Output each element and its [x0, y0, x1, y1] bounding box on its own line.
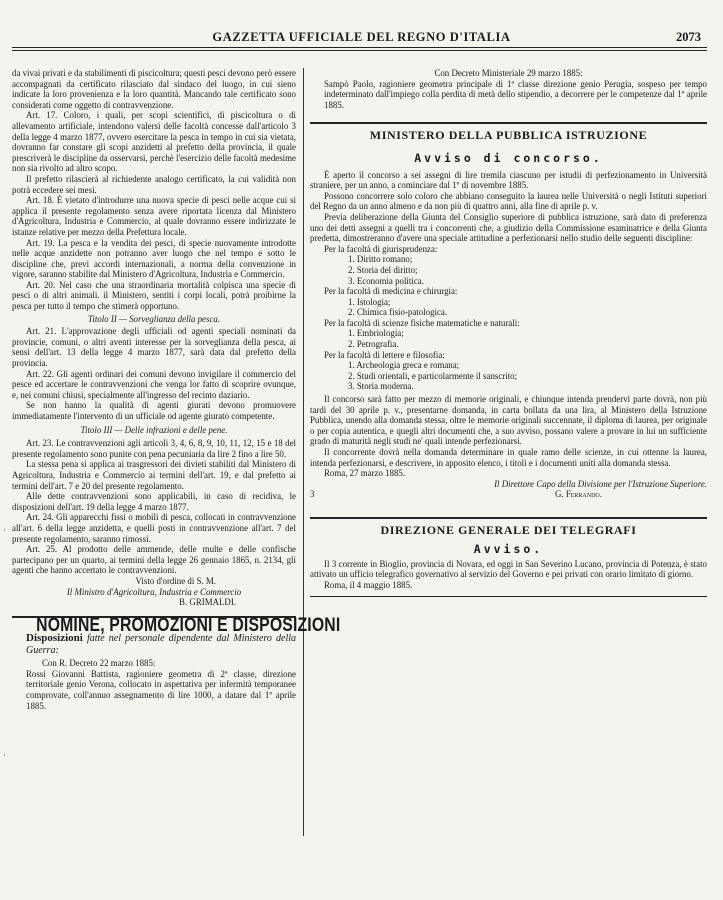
paragraph: Art. 22. Gli agenti ordinari dei comuni devono invigilare il commercio del pesce ed accertare le contravvenzioni che venga lor fatto di scoprire ovunque, e, nei comuni chiusi, specialmente all'ingresso del recinto daziario. — [12, 368, 296, 400]
rossi-entry: Rossi Giovanni Battista, ragioniere geometra di 2ª classe, direzione territoriale genio Verona, collocato in aspettativa per infermità temporanee comprovate, coll'annuo assegnamento di lire 1000, a datare dal 1º aprile 1885. — [26, 668, 296, 711]
titolo-3-heading: Titolo III — Delle infrazioni e delle pene. — [80, 424, 228, 435]
margin-mark: · — [3, 525, 6, 535]
disposizioni-bold: Disposizioni — [26, 632, 83, 645]
ministero-heading: MINISTERO DELLA PUBBLICA ISTRUZIONE — [369, 128, 648, 143]
paragraph: Previa deliberazione della Giunta del Consiglio superiore di pubblica istruzione, sarà dato di preferenza uno dei detti assegni a quelli tra i concorrenti che, a giudizio della Commissione esaminatrice e della Giunta predetta, dimostreranno d'avere una speciale attitudine a perfezionarsi nello studio delle seguenti discipline: — [310, 211, 707, 244]
facolta-heading: Per la facoltà di scienze fisiche matematiche e naturali: — [324, 317, 520, 328]
paragraph: da vivai privati e da stabilimenti di piscicoltura; questi pesci devono però essere accompagnati da certificato rilasciato dal sindaco del luogo, in cui sieno indicate la loro provenienza e la loro quantità. Mancando tale certificato sono considerati come oggetto di contravvenzione. — [12, 68, 296, 110]
paragraph: Art. 21. L'approvazione degli ufficiali od agenti speciali nominati da provincie, comuni, o altri aventi interesse per la sorveglianza della pesca, ai sensi dell'art. 13 della legge 4 marzo 1877, sarà data dal prefetto della provincia. — [12, 326, 296, 369]
paragraph: Il prefetto rilascierà al richiedente analogo certificato, la cui validità non potrà eccedere sei mesi. — [12, 173, 296, 195]
list-item: 2. Studi orientali, e particolarmente il sanscrito; — [348, 370, 518, 381]
paragraph: È aperto il concorso a sei assegni di lire tremila ciascuno per istudii di perfezionamento in Università straniere, per un anno, a cominciare dal 1º di novembre 1885. — [310, 169, 707, 191]
decree-line: Con Decreto Ministeriale 29 marzo 1885: — [434, 68, 583, 78]
direttore-line: Il Direttore Capo della Divisione per l'Istruzione Superiore. — [494, 478, 707, 489]
paragraph: La stessa pena si applica ai trasgressori dei divieti stabiliti dal Ministero di Agricoltura, Industria e Commercio ai termini dell'art. 19, e dal prefetto ai termini dell'art. 7 e 20 del presente regolamento. — [12, 459, 296, 491]
paragraph: Possono concorrere solo coloro che abbiano conseguito la laurea nelle Università o negli Istituti superiori del Regno da un anno almeno e da non più di quattro anni, alla fine di aprile p. v. — [310, 190, 707, 212]
titolo-2-heading: Titolo II — Sorveglianza della pesca. — [87, 313, 221, 324]
paragraph: Art. 24. Gli apparecchi fissi o mobili di pesca, collocati in contravvenzione all'art. 6 della legge anzidetta, e quelli posti in contravvenzione all'art. 7 del presente regolamento, saranno rimossi. — [12, 512, 296, 544]
date-line: Roma, il 4 maggio 1885. — [324, 579, 413, 590]
header-rule-1 — [12, 47, 707, 48]
paragraph: Art. 18. È vietato d'introdurre una nuova specie di pesci nelle acque cui si applica il presente regolamento senza avere riportata licenza dal Ministero d'Agricoltura, Industria e Commercio, al quale dovranno essere indirizzate le istanze relative per mezzo della Prefettura locale. — [12, 195, 296, 237]
paragraph: Alle dette contravvenzioni sono applicabili, in caso di recidiva, le disposizioni dell'art. 19 della legge 4 marzo 1877. — [12, 491, 296, 512]
signature-row — [310, 489, 707, 501]
minister-name: B. GRIMALDI. — [179, 597, 236, 608]
list-item: 1. Embriologia; — [348, 328, 404, 339]
section-rule — [310, 596, 707, 597]
gazette-title: GAZZETTA UFFICIALE DEL REGNO D'ITALIA — [212, 30, 511, 44]
section-rule — [310, 122, 707, 124]
column-divider — [303, 68, 304, 836]
paragraph: Il 3 corrente in Bioglio, provincia di Novara, ed oggi in San Severino Lucano, provincia di Potenza, è stato attivato un ufficio telegrafico governativo al servizio del Governo e pei privati con orario limitato di giorno. — [310, 558, 707, 580]
list-item: 2. Chimica fisio-patologica. — [348, 307, 448, 318]
disposizioni-italic: fatte nel personale dipendente dal Ministero della Guerra: — [26, 633, 296, 656]
paragraph: Art. 23. Le contravvenzioni agli articoli 3, 4, 6, 8, 9, 10, 11, 12, 15 e 18 del presente regolamento sono punite con pena pecuniaria da lire 2 fino a lire 50. — [12, 438, 296, 459]
list-item: 3. Economia politica. — [348, 275, 424, 286]
margin-mark: · — [3, 750, 6, 760]
paragraph: Il concorrente dovrà nella domanda determinare in quale ramo delle scienze, in cui ottenne la laurea, intenda perfezionarsi, e descrivere, in apposito elenco, i titoli e i documenti uniti alla domanda stessa. — [310, 447, 707, 468]
disposizioni-heading — [12, 633, 296, 656]
avviso-concorso-heading: Avviso di concorso. — [414, 150, 603, 165]
paragraph: Se non hanno la qualità di agenti giurati devono promuovere immediatamente l'intervento di un ufficiale od agente giurato competente. — [12, 400, 296, 421]
visto-line: Visto d'ordine di S. M. — [135, 575, 216, 586]
left-column — [12, 68, 341, 711]
decree-line: Con R. Decreto 22 marzo 1885: — [42, 658, 156, 669]
nomine-heading: NOMINE, PROMOZIONI E DISPOSIZIONI — [36, 614, 341, 636]
list-item: 2. Petrografia. — [348, 339, 399, 350]
section-rule — [310, 517, 707, 519]
sampo-entry: Sampò Paolo, ragioniere geometra principale di 1ª classe direzione genio Perugia, sospeso per tempo indeterminato dall'impiego colla perdita di metà dello stipendio, a decorrere per le competenze dal 1º aprile 1885. — [324, 78, 707, 110]
ferrando-signature: G. Ferrando. — [554, 489, 602, 500]
list-item: 2. Storia del diritto; — [348, 264, 418, 275]
facolta-heading: Per la facoltà di giurisprudenza: — [324, 243, 438, 254]
telegrafi-heading: DIREZIONE GENERALE DEI TELEGRAFI — [380, 523, 637, 538]
paragraph: Art. 20. Nel caso che una straordinaria mortalità colpisca una specie di pesci o di altri animali. il Ministero, sentiti i corpi locali, potrà proibirne la pesca per tutto il tempo che stimerà opportuno. — [12, 279, 296, 312]
ad-number: 3 — [310, 489, 315, 500]
date-line: Roma, 27 marzo 1885. — [324, 468, 406, 479]
avviso-heading: Avviso. — [473, 541, 544, 556]
paragraph: Art. 17. Coloro, i quali, per scopi scientifici, di piscicoltura o di allevamento artificiale, intendono valersi delle facoltà concesse dall'articolo 3 della legge 4 marzo 1877, ovvero esercitare la pesca in tempo in cui sia vietata, dovranno far constare gli scopi anzidetti al prefetto della provincia, il quale prescriverà le discipline da osservarsi, perchè l'esercizio delle facoltà medesime non sia rivolto ad altro scopo. — [12, 110, 296, 174]
paragraph: Il concorso sarà fatto per mezzo di memorie originali, e chiunque intenda prendervi parte dovrà, non più tardi del 30 aprile p. v., presentarne domanda, in carta bollata da una lira, al Ministero della Istruzione Pubblica, unendo alla domanda stessa, oltre le memorie originali succennate, il diploma di laurea, per originale o per copia autentica, e quegli altri documenti che, a suo avviso, possano valere a provare in lui un sufficiente grado di maturità negli studi ne' quali intende perfezionarsi. — [310, 394, 707, 447]
minister-title: Il Ministro d'Agricoltura, Industria e Commercio — [66, 586, 242, 597]
list-item: 1. Archeologia greca e romana; — [348, 360, 460, 371]
right-column — [310, 68, 707, 597]
paragraph: Art. 25. Al prodotto delle ammende, delle multe e delle confische partecipano per un quarto, ai termini della legge 26 gennaio 1865, n. 2134, gli agenti che hanno accertato le contravvenzioni. — [12, 544, 296, 576]
list-item: 1. Diritto romano; — [348, 254, 413, 265]
list-item: 1. Istologia; — [348, 296, 391, 307]
facolta-heading: Per la facoltà di lettere e filosofia: — [324, 349, 445, 360]
paragraph: Art. 19. La pesca e la vendita dei pesci, di specie nuovamente introdotte nelle acque anzidette non potranno aver luogo che nel tempo e sotto le discipline che, previ accordi internazionali, a norma della convenzione in vigore, saranno stabilite dal Ministero d'Agricoltura, Industria e Commercio. — [12, 237, 296, 280]
list-item: 3. Storia moderna. — [348, 381, 414, 392]
page-number: 2073 — [676, 30, 701, 44]
header-rule-2 — [12, 50, 707, 51]
facolta-heading: Per la facoltà di medicina e chirurgia: — [324, 286, 458, 297]
